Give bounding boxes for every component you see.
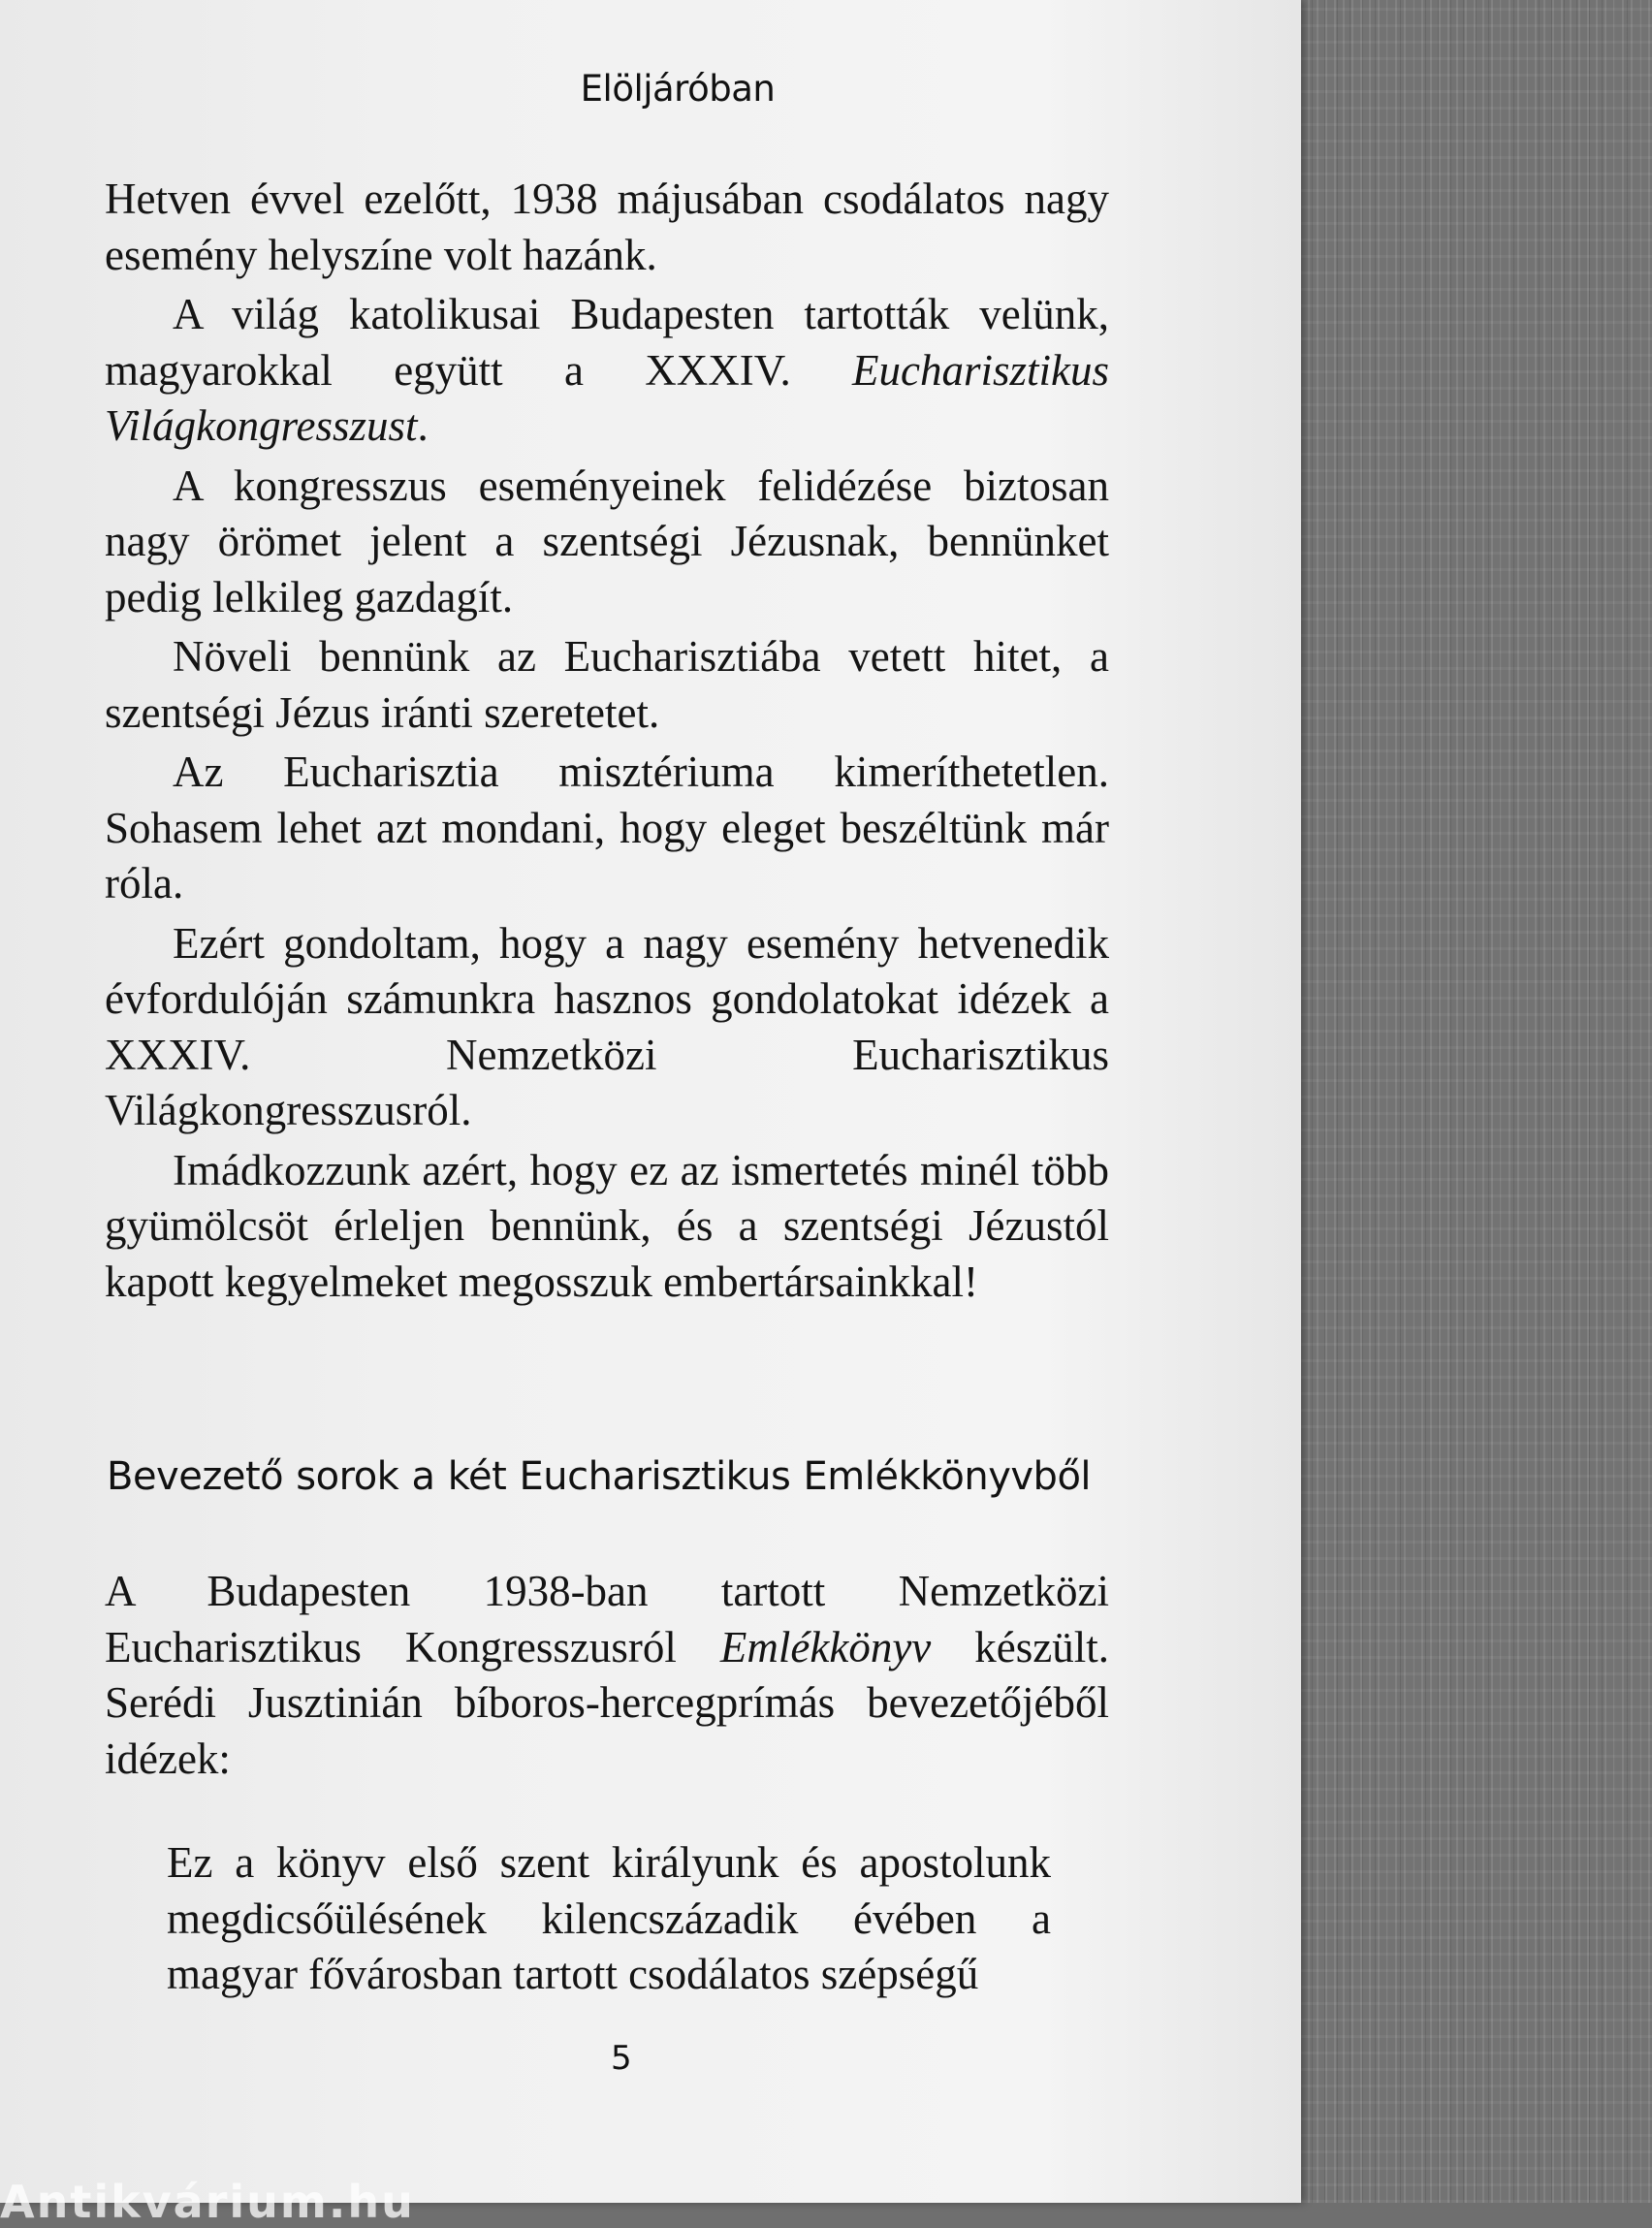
intro-paragraph-2-end: . [417,401,429,450]
intro-paragraph-2 [105,287,1109,455]
page-title: Elöljáróban [580,68,776,110]
section-paragraph-1-end: készült. Serédi Jusztinián bíboros-hercegprímás bevezetőjéből idézek: [105,1622,1109,1783]
section-paragraph-1 [105,1564,1109,1787]
quote-block [167,1835,1051,2003]
quote-text: Ez a könyv első szent királyunk és apostolunk megdicsőülésének kilencszázadik évében a magyar fővárosban tartott csodálatos szépségű [167,1838,1051,1998]
section-heading: Bevezető sorok a két Eucharisztikus Emlékkönyvből [107,1454,1092,1499]
section-paragraph-1-text: A Budapesten 1938-ban tartott Nemzetközi Eucharisztikus Kongresszusról [105,1567,1109,1671]
section-text [105,1564,1109,1787]
page-number: 5 [611,2039,632,2078]
intro-paragraph-7: Imádkozzunk azért, hogy ez az ismertetés minél több gyümölcsöt érleljen bennünk, és a szentségi Jézustól kapott kegyelmeket megosszuk embertársainkkal! [105,1145,1109,1306]
intro-paragraph-6: Ezért gondoltam, hogy a nagy esemény hetvenedik évfordulóján számunkra hasznos gondolatokat idézek a XXXIV. Nemzetközi Eucharisztikus Világkongresszusról. [105,918,1109,1134]
intro-paragraph-5: Az Eucharisztia misztériuma kimeríthetetlen. Sohasem lehet azt mondani, hogy eleget beszéltünk már róla. [105,748,1109,907]
watermark: Antikvárium.hu [0,2176,415,2228]
book-name: Emlékkönyv [719,1622,932,1671]
intro-paragraph-1: Hetven évvel ezelőtt, 1938 májusában csodálatos nagy esemény helyszíne volt hazánk. [105,175,1109,279]
intro-text [105,172,1109,1310]
congress-name: Eucharisztikus Világkongresszust [105,345,1109,450]
intro-paragraph-2-text: A világ katolikusai Budapesten tartották velünk, magyarokkal együtt a XXXIV. [105,290,1109,395]
intro-paragraph-4: Növeli bennünk az Eucharisztiába vetett hitet, a szentségi Jézus iránti szeretetet. [105,632,1109,737]
intro-paragraph-3: A kongresszus eseményeinek felidézése biztosan nagy örömet jelent a szentségi Jézusnak, bennünket pedig lelkileg gazdagít. [105,461,1109,621]
background-surface [1299,0,1652,2203]
